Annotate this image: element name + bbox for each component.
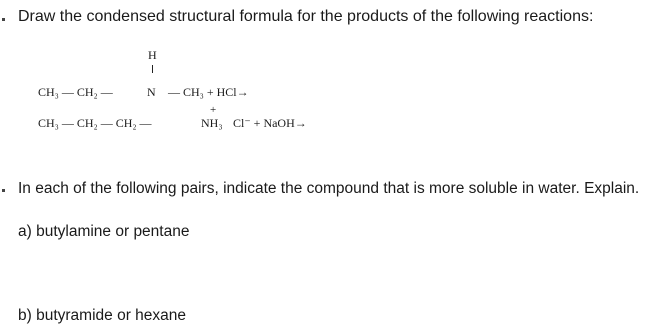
- reaction-2-left: CH₃ — CH₂ — CH₂ —: [38, 116, 152, 130]
- question-1-prompt: Draw the condensed structural formula for the products of the following reactions:: [18, 8, 594, 25]
- bullet-mark-1: [2, 18, 5, 21]
- question-2-part-a: a) butylamine or pentane: [18, 223, 190, 240]
- reaction-1-hydrogen: H: [148, 48, 157, 62]
- reaction-2-ammonium: NH₃: [201, 116, 223, 130]
- reaction-1-nh-bond: [152, 65, 153, 73]
- reaction-1-left: CH₃ — CH₂ —: [38, 85, 113, 99]
- bullet-mark-2: [2, 189, 5, 192]
- question-2-part-b: b) butyramide or hexane: [18, 307, 187, 324]
- reaction-1-nitrogen: N: [147, 85, 156, 99]
- reaction-2-charge: +: [210, 104, 217, 116]
- question-2-prompt: In each of the following pairs, indicate the compound that is more soluble in water. Explain.: [18, 180, 640, 197]
- reaction-2-right: Cl⁻ + NaOH→: [233, 116, 307, 130]
- reaction-1-right: — CH₃ + HCl→: [168, 85, 249, 99]
